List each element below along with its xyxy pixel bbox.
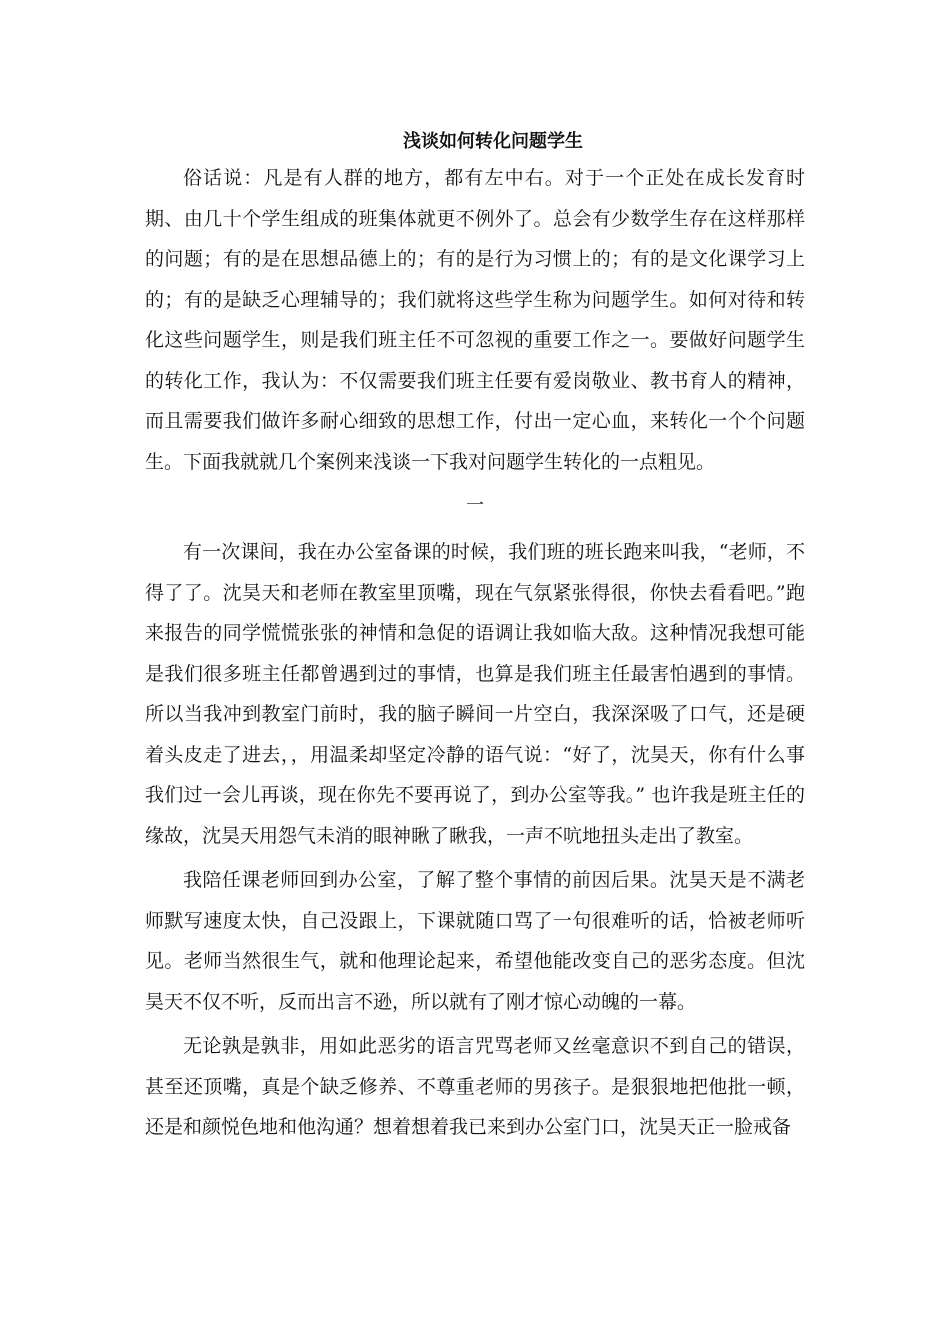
paragraph: 无论孰是孰非，用如此恶劣的语言咒骂老师又丝毫意识不到自己的错误，甚至还顶嘴，真是个缺乏修养、不尊重老师的男孩子。是狠狠地把他批一顿，还是和颜悦色地和他沟通？想着想着我已来到办公室门口，沈昊天正一脸戒备 — [145, 1035, 805, 1138]
document-title: 浅谈如何转化问题学生 — [403, 131, 583, 152]
intro-paragraph: 俗话说：凡是有人群的地方，都有左中右。对于一个正处在成长发育时期、由几十个学生组成的班集体就更不例外了。总会有少数学生存在这样那样的问题；有的是在思想品德上的；有的是行为习惯上的；有的是文化课学习上的；有的是缺乏心理辅导的；我们就将这些学生称为问题学生。如何对待和转化这些问题学生，则是我们班主任不可忽视的重要工作之一。要做好问题学生的转化工作，我认为：不仅需要我们班主任要有爱岗敬业、教书育人的精神，而且需要我们做许多耐心细致的思想工作，付出一定心血，来转化一个个问题生。下面我就就几个案例来浅谈一下我对问题学生转化的一点粗见。 — [145, 167, 805, 473]
paragraph: 有一次课间，我在办公室备课的时候，我们班的班长跑来叫我，“老师，不得了了。沈昊天和老师在教室里顶嘴，现在气氛紧张得很，你快去看看吧。”跑来报告的同学慌慌张张的神情和急促的语调让我如临大敌。这种情况我想可能是我们很多班主任都曾遇到过的事情，也算是我们班主任最害怕遇到的事情。所以当我冲到教室门前时，我的脑子瞬间一片空白，我深深吸了口气，还是硬着头皮走了进去，，用温柔却坚定冷静的语气说：“好了，沈昊天，你有什么事我们过一会儿再谈，现在你先不要再说了，到办公室等我。” 也许我是班主任的缘故，沈昊天用怨气未消的眼神瞅了瞅我，一声不吭地扭头走出了教室。 — [145, 541, 805, 847]
paragraph: 我陪任课老师回到办公室，了解了整个事情的前因后果。沈昊天是不满老师默写速度太快，自己没跟上，下课就随口骂了一句很难听的话，恰被老师听见。老师当然很生气，就和他理论起来，希望他能改变自己的恶劣态度。但沈昊天不仅不听，反而出言不逊，所以就有了刚才惊心动魄的一幕。 — [145, 869, 805, 1013]
section-heading: 一 — [466, 495, 484, 516]
document-body — [145, 128, 805, 1148]
